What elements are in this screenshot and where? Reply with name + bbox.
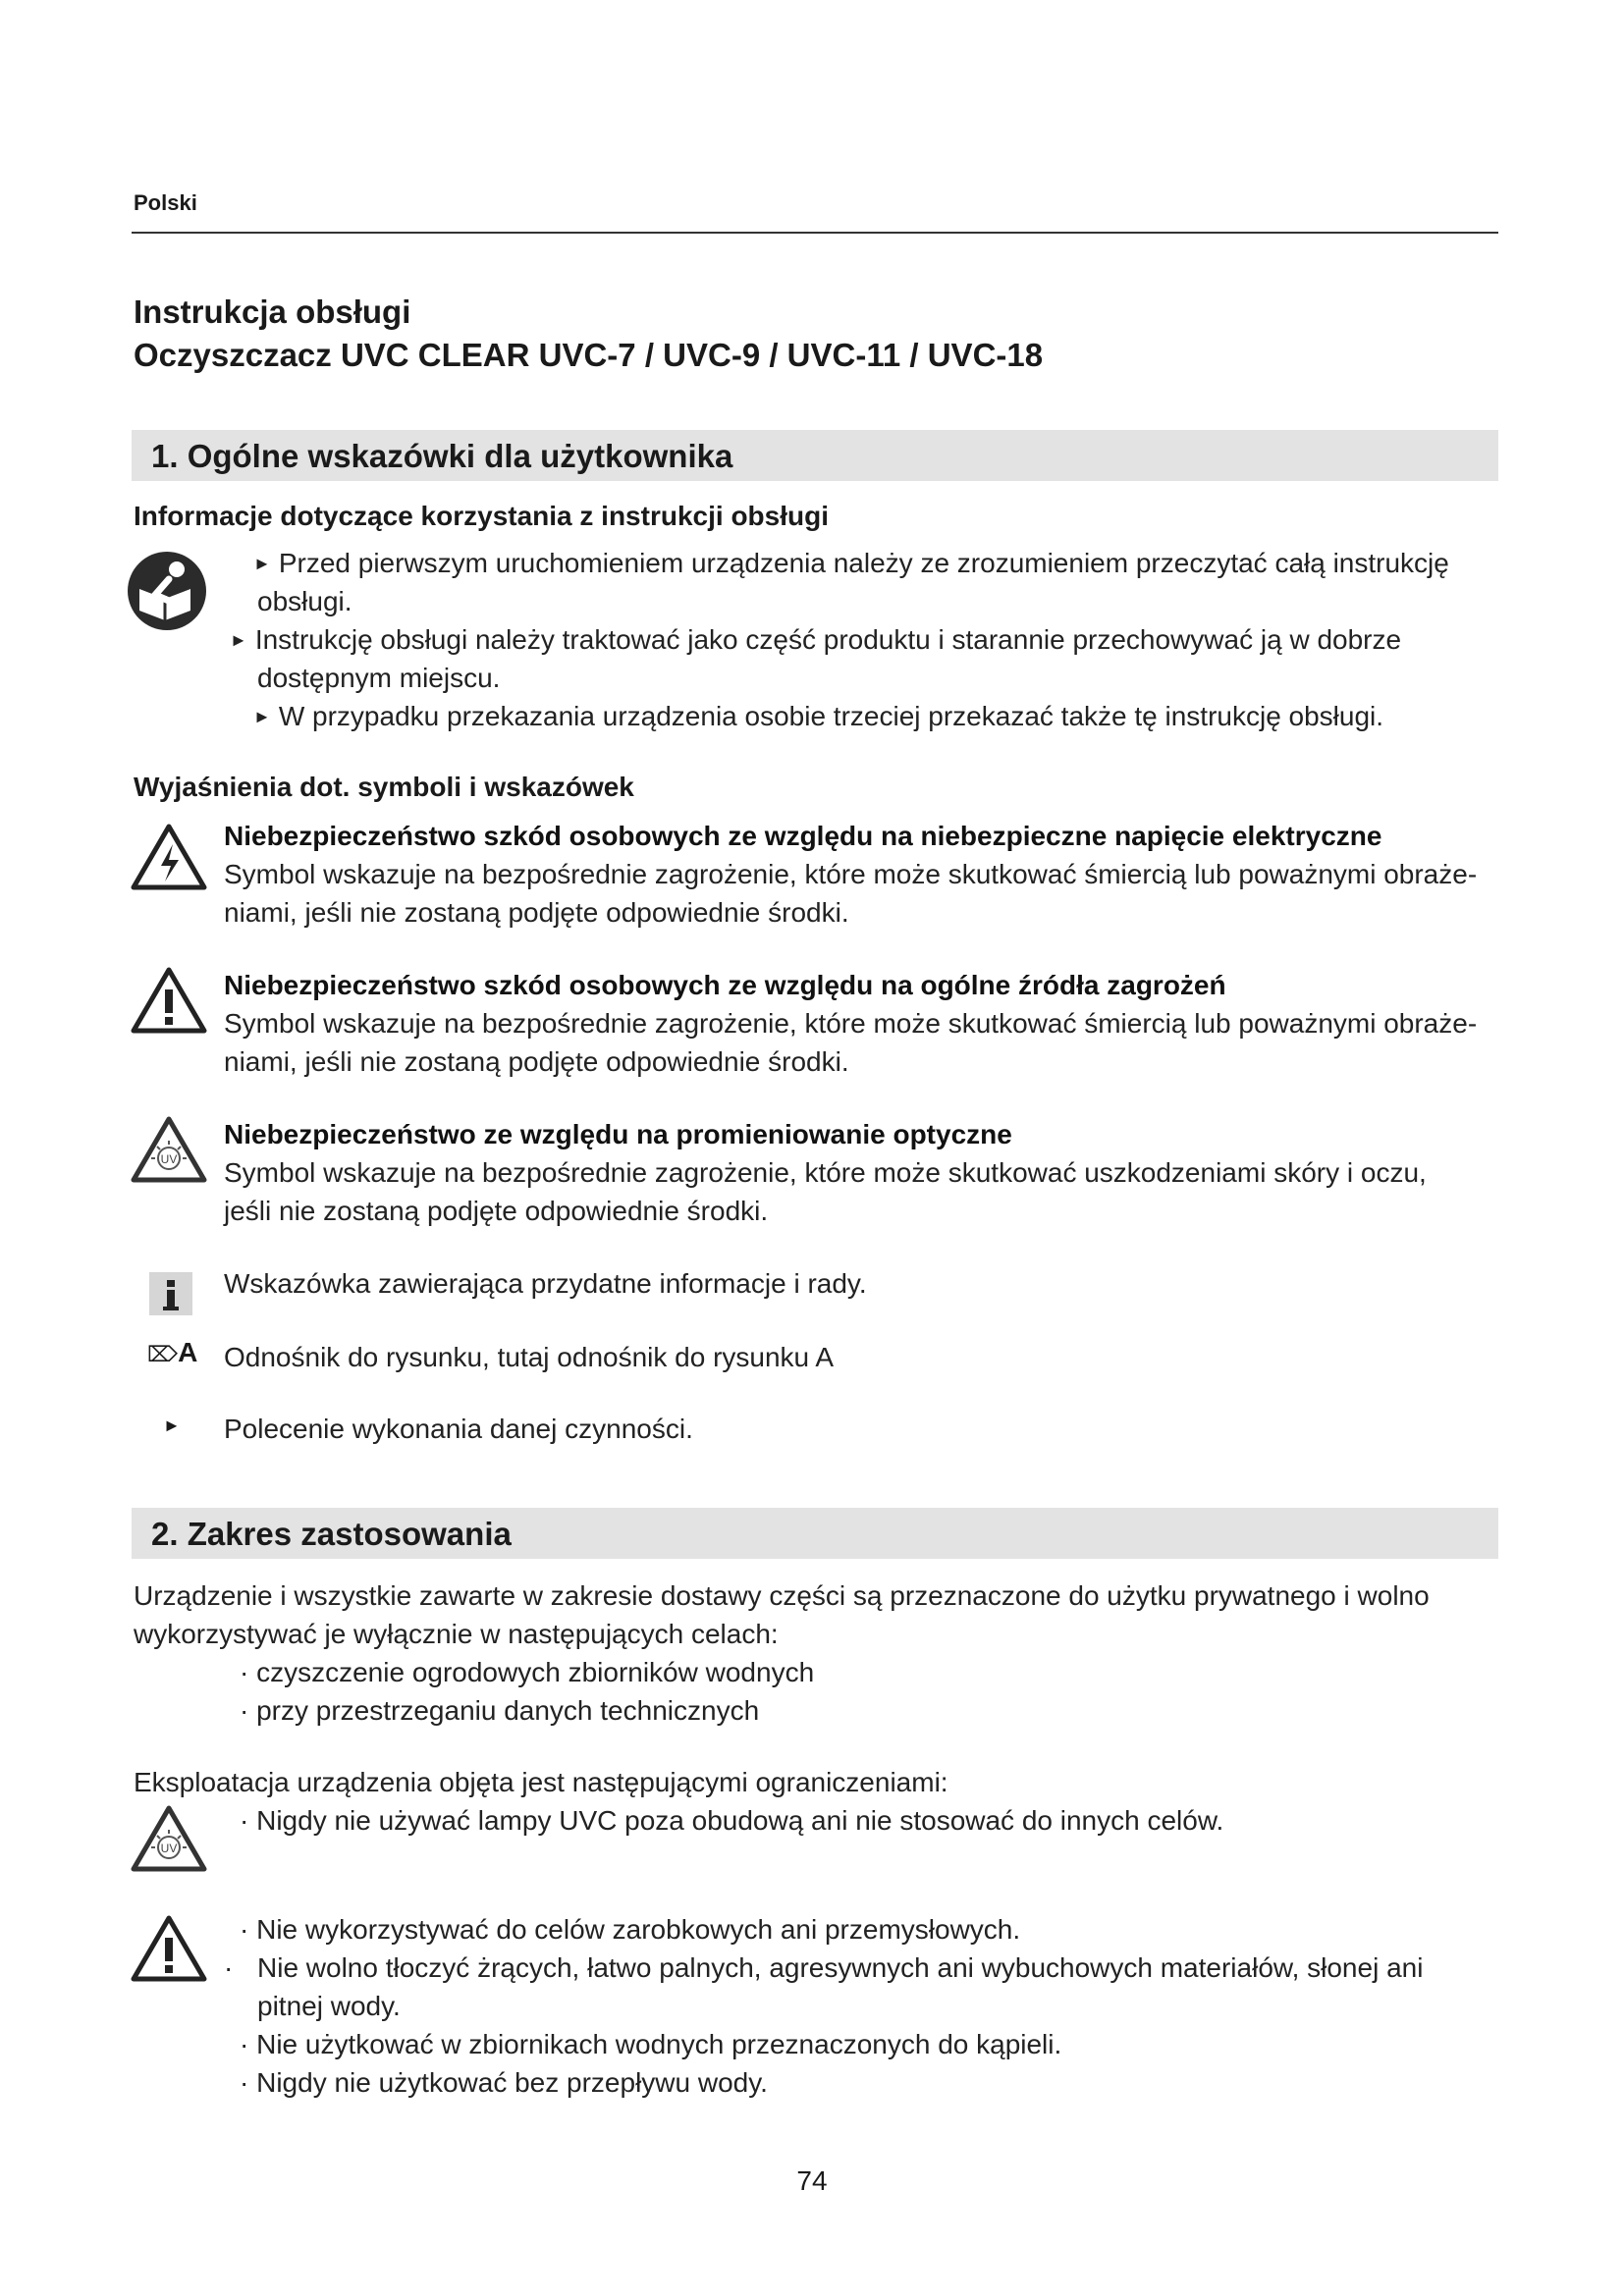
general-warning-text-1: Symbol wskazuje na bezpośrednie zagrożenie, które może skutkować śmiercią lub poważnymi obraże- [224, 1008, 1478, 1039]
figure-reference-marker [147, 1337, 197, 1368]
optical-warning-title: Niebezpieczeństwo ze względu na promieniowanie optyczne [224, 1119, 1012, 1149]
manual-usage-subheading: Informacje dotyczące korzystania z instrukcji obsługi [134, 501, 829, 531]
usage-intro-line-1: Urządzenie i wszystkie zawarte w zakresie dostawy części są przeznaczone do użytku prywatnego i wolno [134, 1580, 1430, 1611]
manual-item-3-text: W przypadku przekazania urządzenia osobie trzeciej przekazać także tę instrukcję obsługi. [278, 701, 1384, 731]
bullet-triangle-icon: ► [230, 630, 247, 650]
limit-uv-lamp: · Nigdy nie używać lampy UVC poza obudową ani nie stosować do innych celów. [240, 1805, 1224, 1836]
optical-radiation-warning-icon [130, 1115, 208, 1184]
manual-item-1 [253, 544, 1449, 583]
action-bullet-icon: ► [163, 1415, 181, 1435]
general-warning-icon [130, 1914, 208, 1983]
electric-warning-text-1: Symbol wskazuje na bezpośrednie zagrożenie, które może skutkować śmiercią lub poważnymi obraże- [224, 859, 1478, 889]
header-divider [132, 232, 1498, 234]
read-manual-icon [126, 550, 208, 632]
manual-item-2 [230, 620, 1401, 660]
optical-warning-text-2: jeśli nie zostaną podjęte odpowiednie środki. [224, 1196, 769, 1226]
general-warning-text-2: niami, jeśli nie zostaną podjęte odpowiednie środki. [224, 1046, 849, 1077]
language-label: Polski [134, 190, 197, 215]
limit-materials-bullet: · [224, 1952, 234, 1983]
bullet-triangle-icon: ► [253, 707, 271, 726]
limit-bathing: · Nie użytkować w zbiornikach wodnych przeznaczonych do kąpieli. [240, 2029, 1062, 2059]
figure-reference-letter: A [178, 1337, 198, 1367]
limit-no-flow: · Nigdy nie użytkować bez przepływu wody. [240, 2067, 768, 2098]
title-line-1: Instrukcja obsługi [134, 294, 411, 330]
action-text: Polecenie wykonania danej czynności. [224, 1414, 693, 1444]
section-1-heading: 1. Ogólne wskazówki dla użytkownika [151, 438, 733, 474]
limits-intro: Eksploatacja urządzenia objęta jest następującymi ograniczeniami: [134, 1767, 948, 1797]
uv-label: UV [160, 1842, 178, 1855]
document-title [134, 291, 1043, 377]
section-2-heading: 2. Zakres zastosowania [151, 1516, 512, 1552]
usage-item-1: · czyszczenie ogrodowych zbiorników wodnych [240, 1657, 815, 1687]
info-icon [149, 1272, 192, 1315]
optical-warning-text-1: Symbol wskazuje na bezpośrednie zagrożenie, które może skutkować uszkodzeniami skóry i oczu, [224, 1157, 1427, 1188]
electric-warning-icon [130, 823, 208, 891]
general-warning-title: Niebezpieczeństwo szkód osobowych ze względu na ogólne źródła zagrożeń [224, 970, 1226, 1000]
usage-intro-line-2: wykorzystywać je wyłącznie w następujących celach: [134, 1619, 779, 1649]
manual-item-2-line-2: dostępnym miejscu. [257, 663, 501, 693]
limit-commercial: · Nie wykorzystywać do celów zarobkowych ani przemysłowych. [240, 1914, 1021, 1945]
section-2-heading-bar [132, 1508, 1498, 1559]
uv-radiation-warning-icon [130, 1804, 208, 1873]
figure-reference-icon: ⌦ [147, 1342, 179, 1366]
manual-item-3 [253, 697, 1383, 736]
limit-materials-line-1: Nie wolno tłoczyć żrących, łatwo palnych, agresywnych ani wybuchowych materiałów, słonej ani [257, 1952, 1424, 1983]
page-number: 74 [796, 2165, 828, 2196]
usage-item-2: · przy przestrzeganiu danych technicznych [240, 1695, 760, 1726]
general-warning-icon [130, 966, 208, 1035]
uv-label: UV [160, 1152, 178, 1166]
figure-reference-text: Odnośnik do rysunku, tutaj odnośnik do rysunku A [224, 1342, 835, 1372]
manual-item-1-line-2: obsługi. [257, 586, 352, 616]
section-1-heading-bar [132, 430, 1498, 481]
manual-item-1-line-1: Przed pierwszym uruchomieniem urządzenia należy ze zrozumieniem przeczytać całą instrukcję [278, 548, 1449, 578]
info-text: Wskazówka zawierająca przydatne informacje i rady. [224, 1268, 867, 1299]
electric-warning-title: Niebezpieczeństwo szkód osobowych ze względu na niebezpieczne napięcie elektryczne [224, 821, 1382, 851]
bullet-triangle-icon: ► [253, 554, 271, 573]
symbols-subheading: Wyjaśnienia dot. symboli i wskazówek [134, 772, 634, 802]
manual-item-2-line-1: Instrukcję obsługi należy traktować jako część produktu i starannie przechowywać ją w dobrze [254, 624, 1402, 655]
title-line-2: Oczyszczacz UVC CLEAR UVC-7 / UVC-9 / UVC-11 / UVC-18 [134, 337, 1044, 373]
limit-materials-line-2: pitnej wody. [257, 1991, 401, 2021]
electric-warning-text-2: niami, jeśli nie zostaną podjęte odpowiednie środki. [224, 897, 849, 928]
